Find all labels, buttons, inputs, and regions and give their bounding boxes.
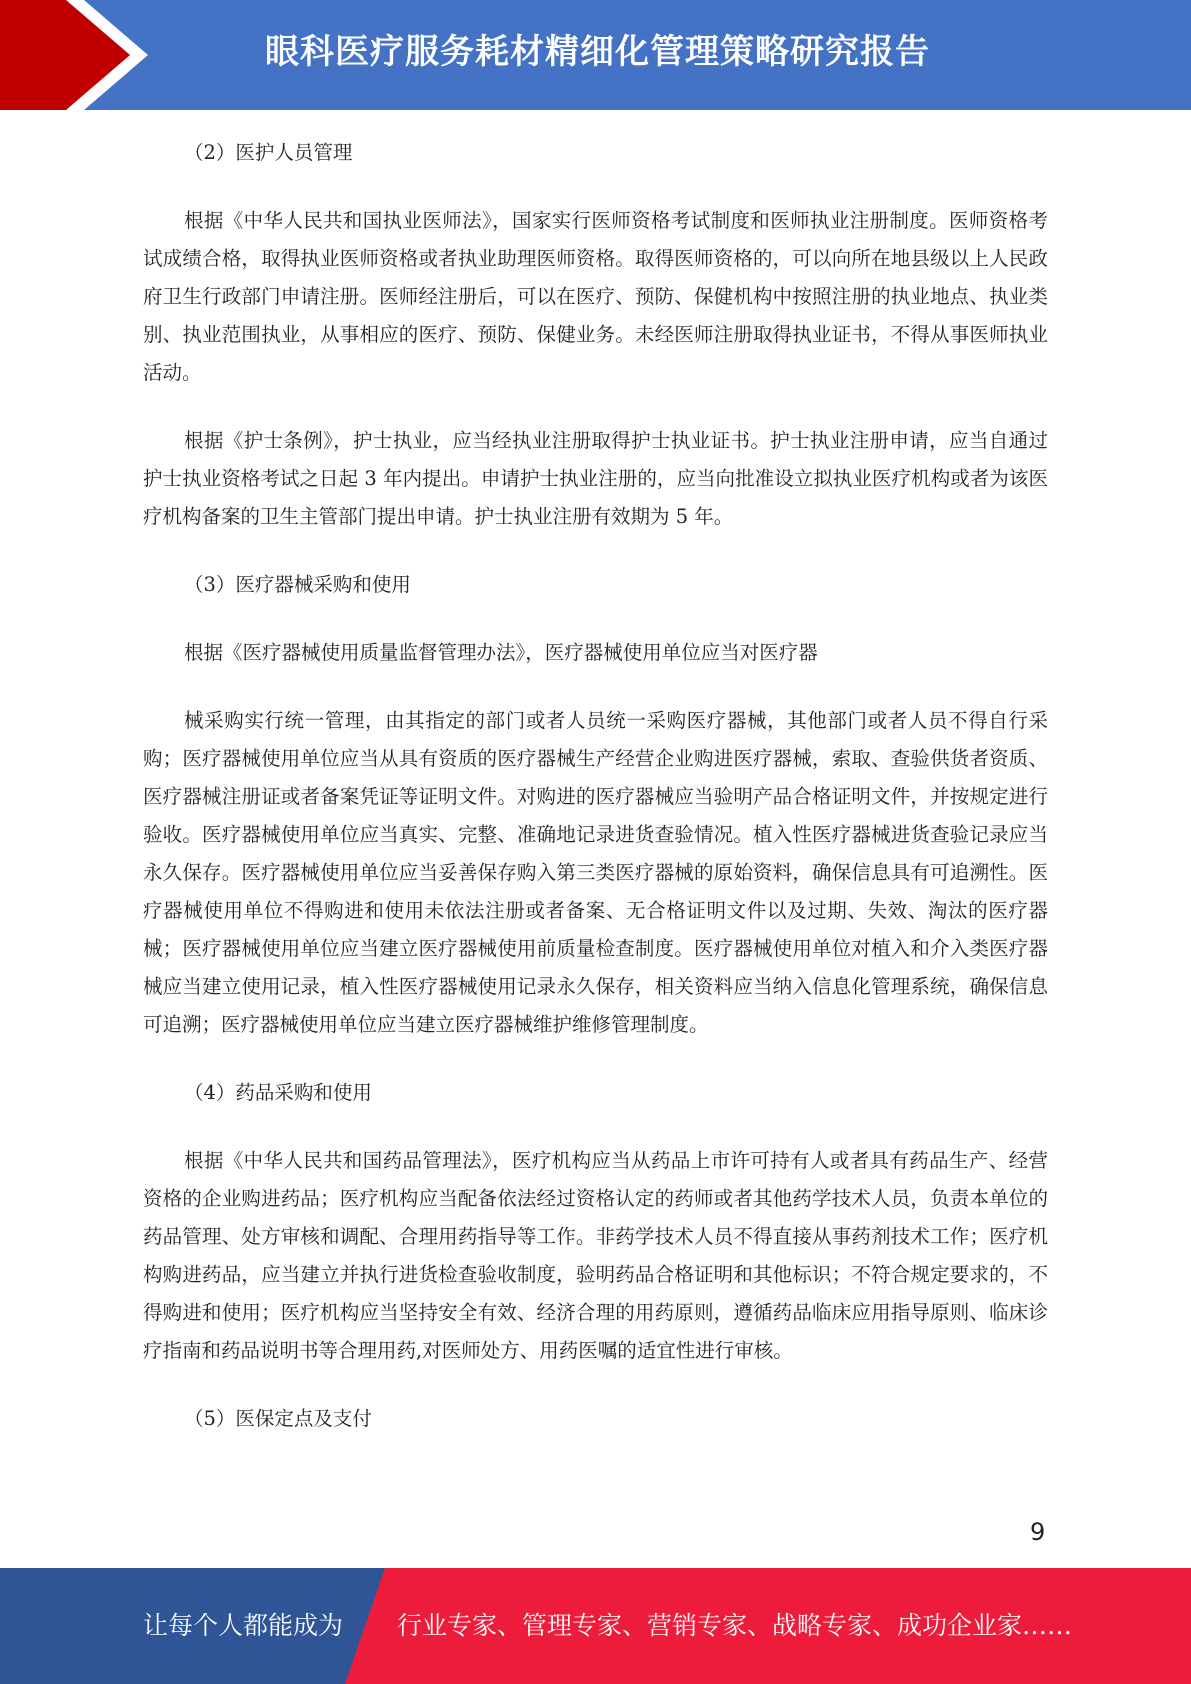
paragraph-device-procurement: 械采购实行统一管理，由其指定的部门或者人员统一采购医疗器械，其他部门或者人员不得自行采购；医疗器械使用单位应当从具有资质的医疗器械生产经营企业购进医疗器械，索取、查验供货者资质、医疗器械注册证或者备案凭证等证明文件。对购进的医疗器械应当验明产品合格证明文件，并按规定进行验收。医疗器械使用单位应当真实、完整、准确地记录进货查验情况。植入性医疗器械进货查验记录应当永久保存。医疗器械使用单位应当妥善保存购入第三类医疗器械的原始资料，确保信息具有可追溯性。医疗器械使用单位不得购进和使用未依法注册或者备案、无合格证明文件以及过期、失效、淘汰的医疗器械；医疗器械使用单位应当建立医疗器械使用前质量检查制度。医疗器械使用单位对植入和介入类医疗器械应当建立使用记录，植入性医疗器械使用记录永久保存，相关资料应当纳入信息化管理系统，确保信息可追溯；医疗器械使用单位应当建立医疗器械维护维修管理制度。: [143, 709, 1048, 1036]
page-number: 9: [1030, 1518, 1046, 1546]
section-heading-3: （3）医疗器械采购和使用: [184, 573, 411, 596]
page-header: [0, 0, 1191, 110]
section-heading-2: （2）医护人员管理: [184, 141, 353, 164]
document-body: [143, 134, 1048, 1468]
footer-slogan-left: 让每个人都能成为: [143, 1611, 344, 1640]
report-title: 眼科医疗服务耗材精细化管理策略研究报告: [265, 32, 930, 72]
section-heading-4: （4）药品采购和使用: [184, 1081, 372, 1104]
page-footer: [0, 1568, 1191, 1684]
paragraph-device-regulation-intro: 根据《医疗器械使用质量监督管理办法》，医疗器械使用单位应当对医疗器: [184, 641, 818, 664]
section-heading-5: （5）医保定点及支付: [184, 1407, 372, 1430]
paragraph-nurse-regulation: 根据《护士条例》，护士执业，应当经执业注册取得护士执业证书。护士执业注册申请，应当自通过护士执业资格考试之日起 3 年内提出。申请护士执业注册的，应当向批准设立拟执业医疗机构或者为该医疗机构备案的卫生主管部门提出申请。护士执业注册有效期为 5 年。: [143, 429, 1048, 528]
paragraph-physician-law: 根据《中华人民共和国执业医师法》，国家实行医师资格考试制度和医师执业注册制度。医师资格考试成绩合格，取得执业医师资格或者执业助理医师资格。取得医师资格的，可以向所在地县级以上人民政府卫生行政部门申请注册。医师经注册后，可以在医疗、预防、保健机构中按照注册的执业地点、执业类别、执业范围执业，从事相应的医疗、预防、保健业务。未经医师注册取得执业证书，不得从事医师执业活动。: [143, 209, 1048, 384]
footer-slogan-right: 行业专家、管理专家、营销专家、战略专家、成功企业家……: [397, 1611, 1073, 1640]
header-chevron-decoration: [0, 0, 160, 110]
paragraph-drug-law: 根据《中华人民共和国药品管理法》，医疗机构应当从药品上市许可持有人或者具有药品生产、经营资格的企业购进药品；医疗机构应当配备依法经过资格认定的药师或者其他药学技术人员，负责本单位的药品管理、处方审核和调配、合理用药指导等工作。非药学技术人员不得直接从事药剂技术工作；医疗机构购进药品，应当建立并执行进货检查验收制度，验明药品合格证明和其他标识；不符合规定要求的，不得购进和使用；医疗机构应当坚持安全有效、经济合理的用药原则，遵循药品临床应用指导原则、临床诊疗指南和药品说明书等合理用药,对医师处方、用药医嘱的适宜性进行审核。: [143, 1149, 1048, 1362]
